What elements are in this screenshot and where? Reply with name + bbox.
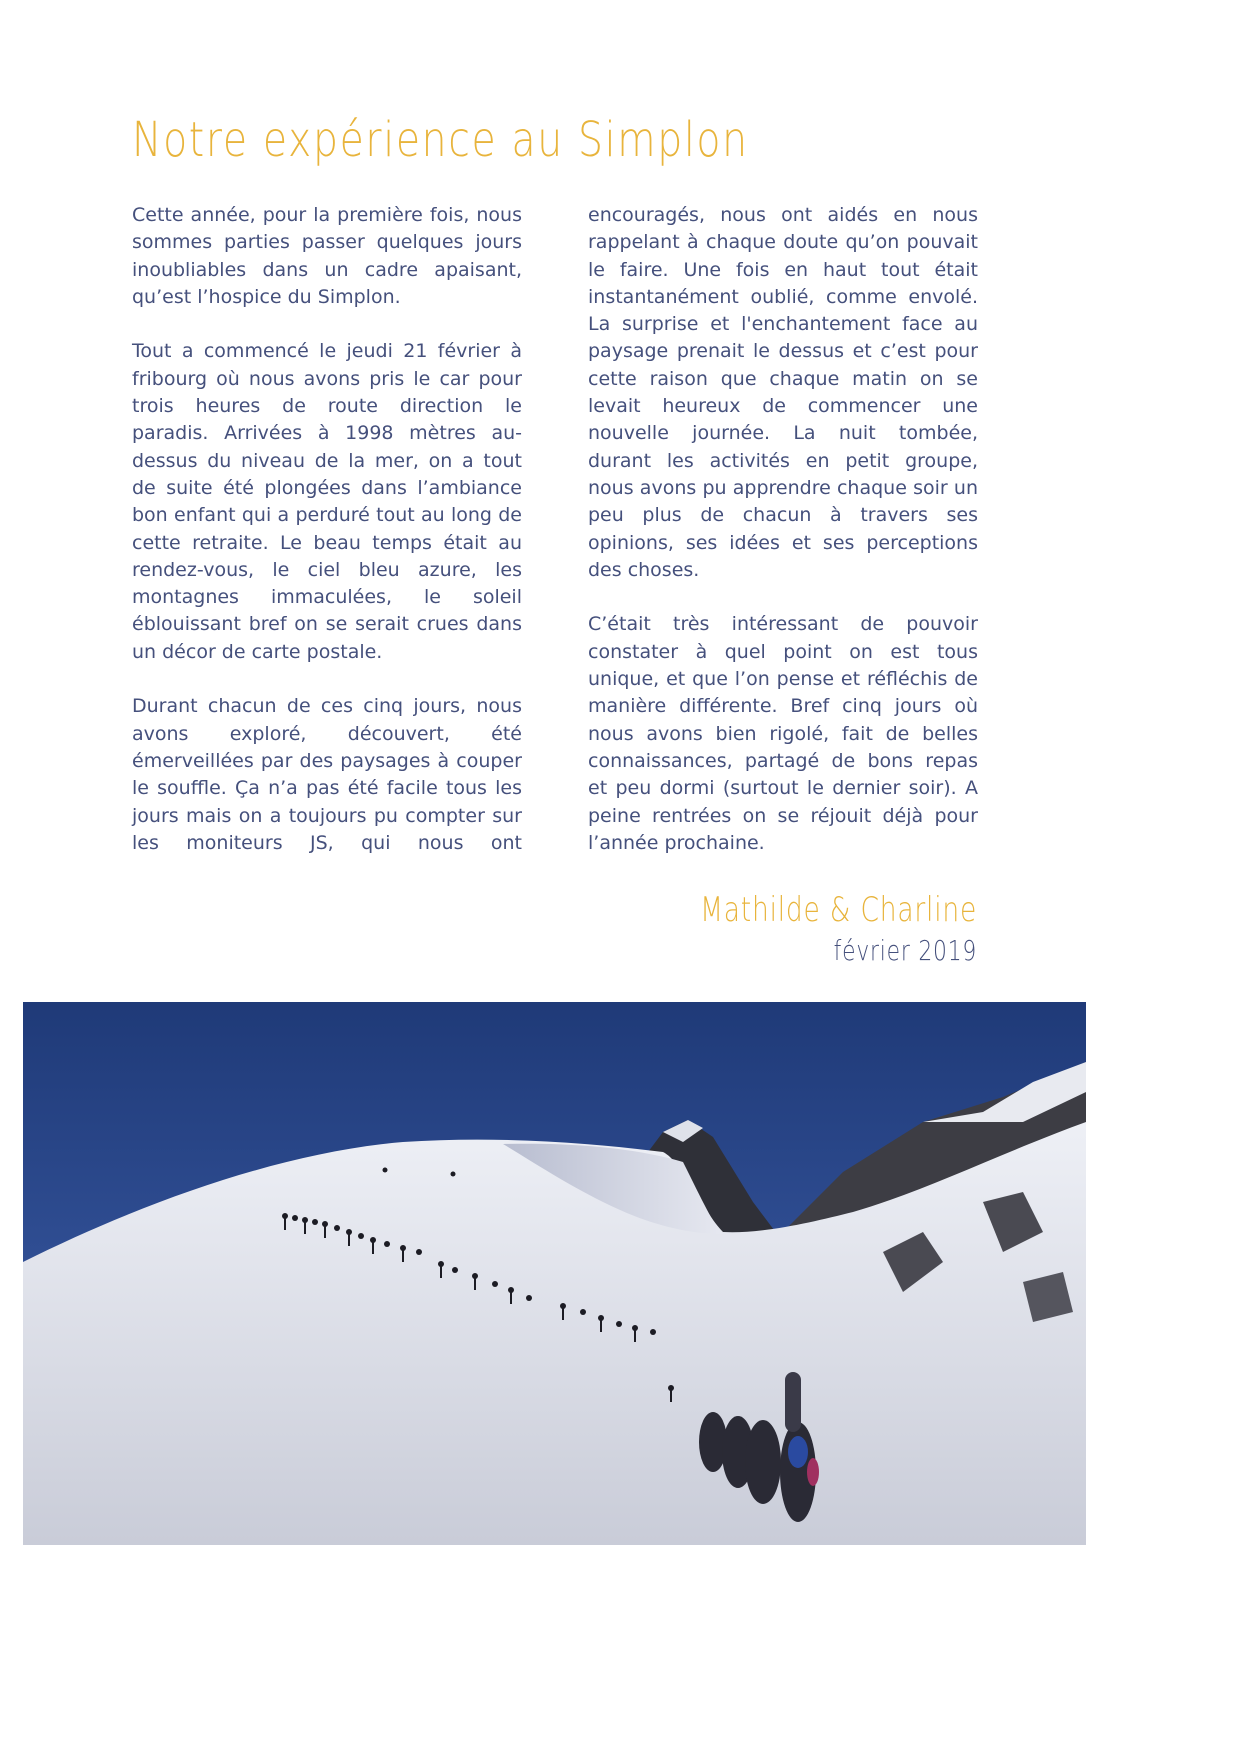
article-column-left — [132, 202, 522, 884]
article-column-right — [588, 202, 978, 884]
mountain-photo — [23, 1002, 1086, 1545]
article-title: Notre expérience au Simplon — [132, 112, 749, 168]
paragraph: encouragés, nous ont aidés en nous rappelant à chaque doute qu’on pouvait le faire. Une fois en haut tout était instantanément oublié, comme envolé. La surprise et l'enchantement face au paysage prenait le dessus et c’est pour cette raison que chaque matin on se levait heureux de commencer une nouvelle journée. La nuit tombée, durant les activités en petit groupe, nous avons pu apprendre chaque soir un peu plus de chacun à travers ses opinions, ses idées et ses perceptions des choses. — [588, 204, 978, 581]
article-date: février 2019 — [833, 934, 977, 967]
signature — [622, 890, 977, 967]
authors: Mathilde & Charline — [700, 890, 977, 930]
paragraph: Cette année, pour la première fois, nous sommes parties passer quelques jours inoubliables dans un cadre apaisant, qu’est l’hospice du Simplon. — [132, 204, 522, 308]
paragraph: Durant chacun de ces cinq jours, nous avons exploré, découvert, été émerveillées par des paysages à couper le souffle. Ça n’a pas été facile tous les jours mais on a toujours pu compter sur les moniteurs JS, qui nous ont — [132, 695, 522, 854]
paragraph: C’était très intéressant de pouvoir constater à quel point on est tous unique, et que l’on pense et réfléchis de manière différente. Bref cinq jours où nous avons bien rigolé, fait de belles connaissances, partagé de bons repas et peu dormi (surtout le dernier soir). A peine rentrées on se réjouit déjà pour l’année prochaine. — [588, 613, 978, 854]
mountain-photo-image — [23, 1002, 1086, 1545]
paragraph: Tout a commencé le jeudi 21 février à fribourg où nous avons pris le car pour trois heures de route direction le paradis. Arrivées à 1998 mètres au-dessus du niveau de la mer, on a tout de suite été plongées dans l’ambiance bon enfant qui a perduré tout au long de cette retraite. Le beau temps était au rendez-vous, le ciel bleu azure, les montagnes immaculées, le soleil éblouissant bref on se serait crues dans un décor de carte postale. — [132, 340, 522, 663]
